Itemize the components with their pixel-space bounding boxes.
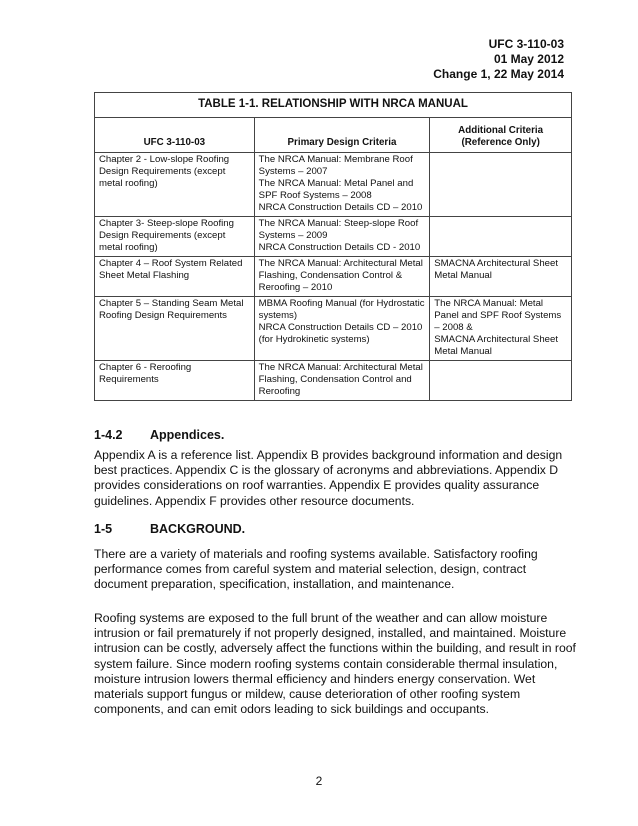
cell-additional-criteria bbox=[430, 153, 572, 217]
cell-additional-criteria bbox=[430, 297, 572, 361]
cell-additional-criteria bbox=[430, 257, 572, 297]
appendices-heading bbox=[94, 428, 224, 442]
table-body bbox=[95, 153, 572, 401]
additional-criteria-item: SMACNA Architectural Sheet Metal Manual bbox=[434, 258, 558, 281]
primary-criteria-item: NRCA Construction Details CD – 2010 bbox=[258, 202, 423, 213]
cell-ufc-chapter: Chapter 4 – Roof System Related Sheet Metal Flashing bbox=[95, 257, 255, 297]
primary-criteria-item: NRCA Construction Details CD – 2010 (for Hydrokinetic systems) bbox=[258, 322, 423, 345]
primary-criteria-item: The NRCA Manual: Steep-slope Roof Systems – 2009 bbox=[258, 218, 419, 241]
cell-ufc-chapter: Chapter 6 - Reroofing Requirements bbox=[95, 361, 255, 401]
column-header-ufc: UFC 3-110-03 bbox=[95, 118, 255, 153]
primary-criteria-item: The NRCA Manual: Architectural Metal Flashing, Condensation Control & Reroofing – 2010 bbox=[258, 258, 423, 293]
cell-primary-criteria bbox=[254, 297, 430, 361]
doc-change: Change 1, 22 May 2014 bbox=[433, 67, 564, 81]
cell-primary-criteria bbox=[254, 217, 430, 257]
primary-criteria-item: The NRCA Manual: Membrane Roof Systems – 2007 bbox=[258, 154, 413, 177]
page-number: 2 bbox=[315, 774, 323, 788]
appendices-paragraph: Appendix A is a reference list. Appendix B provides background information and design best practices. Appendix C is the glossary of acronyms and abbreviations. Appendix D provides considerations on roof warranties. Appendix E provides quality assurance guidelines. Appendix F provides other resource documents. bbox=[94, 448, 563, 508]
doc-date: 01 May 2012 bbox=[493, 52, 564, 66]
table-row bbox=[95, 297, 572, 361]
section-number: 1-4.2 bbox=[94, 428, 123, 442]
cell-primary-criteria bbox=[254, 153, 430, 217]
doc-id: UFC 3-110-03 bbox=[488, 37, 564, 51]
cell-ufc-chapter: Chapter 3- Steep-slope Roofing Design Requirements (except metal roofing) bbox=[95, 217, 255, 257]
table-row bbox=[95, 153, 572, 217]
document-header bbox=[433, 37, 564, 82]
cell-additional-criteria bbox=[430, 361, 572, 401]
section-title: BACKGROUND. bbox=[150, 522, 246, 536]
cell-ufc-chapter: Chapter 5 – Standing Seam Metal Roofing Design Requirements bbox=[95, 297, 255, 361]
table-row bbox=[95, 361, 572, 401]
cell-primary-criteria bbox=[254, 361, 430, 401]
cell-additional-criteria bbox=[430, 217, 572, 257]
primary-criteria-item: MBMA Roofing Manual (for Hydrostatic systems) bbox=[258, 298, 425, 321]
additional-criteria-item: The NRCA Manual: Metal Panel and SPF Roof Systems – 2008 & bbox=[434, 298, 562, 333]
primary-criteria-item: The NRCA Manual: Metal Panel and SPF Roof Systems – 2008 bbox=[258, 178, 414, 201]
section-title: Appendices. bbox=[150, 428, 225, 442]
background-heading bbox=[94, 522, 245, 536]
primary-criteria-item: NRCA Construction Details CD - 2010 bbox=[258, 242, 421, 253]
nrca-relationship-table bbox=[94, 92, 572, 401]
background-paragraph-2: Roofing systems are exposed to the full brunt of the weather and can allow moisture intrusion or fail prematurely if not properly designed, installed, and maintained. Moisture intrusion can be costly, adversely affect the functions within the building, and result in roof system failure. Since modern roofing systems contain considerable thermal insulation, moisture intrusion lowers thermal efficiency and hinders energy conservation. Wet materials support fungus or mildew, cause deterioration of other roofing system components, and can emit odors leading to sick buildings and occupants. bbox=[94, 611, 576, 717]
column-header-primary: Primary Design Criteria bbox=[254, 118, 430, 153]
cell-ufc-chapter: Chapter 2 - Low-slope Roofing Design Requirements (except metal roofing) bbox=[95, 153, 255, 217]
background-paragraph-1: There are a variety of materials and roofing systems available. Satisfactory roofing performance comes from careful system and material selection, design, contract document preparation, specification, installation, and maintenance. bbox=[94, 547, 538, 592]
table-row bbox=[95, 257, 572, 297]
cell-primary-criteria bbox=[254, 257, 430, 297]
primary-criteria-item: The NRCA Manual: Architectural Metal Flashing, Condensation Control and Reroofing bbox=[258, 362, 423, 397]
table-caption: TABLE 1-1. RELATIONSHIP WITH NRCA MANUAL bbox=[95, 93, 572, 118]
table-row bbox=[95, 217, 572, 257]
column-header-additional: Additional Criteria (Reference Only) bbox=[430, 118, 572, 153]
additional-criteria-item: SMACNA Architectural Sheet Metal Manual bbox=[434, 334, 558, 357]
section-number: 1-5 bbox=[94, 522, 113, 536]
